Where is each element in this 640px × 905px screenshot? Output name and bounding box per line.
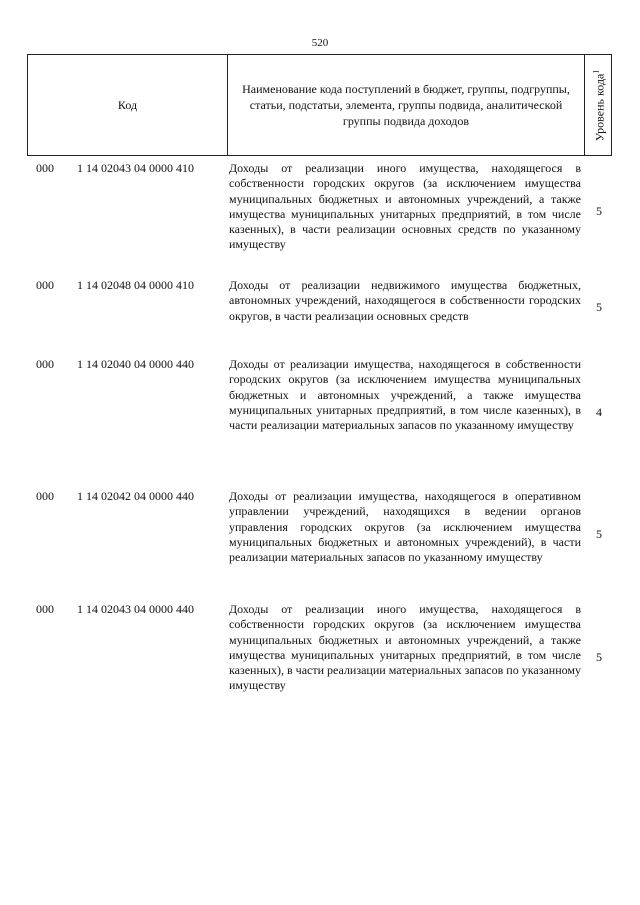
row-prefix: 000 — [36, 278, 54, 292]
row-code: 1 14 02043 04 0000 440 — [77, 602, 194, 616]
row-level: 5 — [596, 204, 602, 218]
row-code: 1 14 02042 04 0000 440 — [77, 489, 194, 503]
row-name: Доходы от реализации иного имущества, находящегося в собственности городских округов (за исключением имущества муниципальных бюджетных и автономных учреждений, а также имущества муниципальных унитарных предприятий, в том числе казенных), в части реализации материальных запасов по указанному имуществу — [229, 602, 581, 693]
row-level: 5 — [596, 650, 602, 664]
row-code: 1 14 02040 04 0000 440 — [77, 357, 194, 371]
page-number: 520 — [311, 37, 329, 49]
row-name: Доходы от реализации имущества, находящегося в оперативном управлении учреждений, находящихся в ведении органов управления городских округов (за исключением имущества муниципальных бюджетных и автономных учреждений), в части реализации материальных запасов по указанному имуществу — [229, 489, 581, 565]
row-level: 5 — [596, 300, 602, 314]
row-name: Доходы от реализации имущества, находящегося в собственности городских округов (за исключением имущества муниципальных бюджетных и автономных учреждений, а также имущества муниципальных унитарных предприятий, в том числе казенных), в части реализации материальных запасов по указанному имуществу — [229, 357, 581, 433]
table-header — [27, 54, 612, 156]
row-name: Доходы от реализации иного имущества, находящегося в собственности городских округов (за исключением имущества муниципальных бюджетных и автономных учреждений, а также имущества муниципальных унитарных предприятий, в том числе казенных), в части реализации основных средств по указанному имуществу — [229, 161, 581, 252]
header-level-footnote: 1 — [591, 69, 601, 74]
row-code: 1 14 02043 04 0000 410 — [77, 161, 194, 175]
row-level: 4 — [596, 405, 602, 419]
row-prefix: 000 — [36, 602, 54, 616]
header-code: Код — [28, 55, 228, 155]
row-prefix: 000 — [36, 357, 54, 371]
row-code: 1 14 02048 04 0000 410 — [77, 278, 194, 292]
row-name: Доходы от реализации недвижимого имущества бюджетных, автономных учреждений, находящегося в собственности городских округов, в части реализации основных средств — [229, 278, 581, 323]
row-level: 5 — [596, 527, 602, 541]
row-prefix: 000 — [36, 161, 54, 175]
header-name: Наименование кода поступлений в бюджет, группы, подгруппы, статьи, подстатьи, элемента, группы подвида, аналитической группы подвида доходов — [228, 55, 585, 155]
row-prefix: 000 — [36, 489, 54, 503]
header-level-label: Уровень кода — [592, 73, 607, 141]
header-level — [585, 55, 611, 155]
